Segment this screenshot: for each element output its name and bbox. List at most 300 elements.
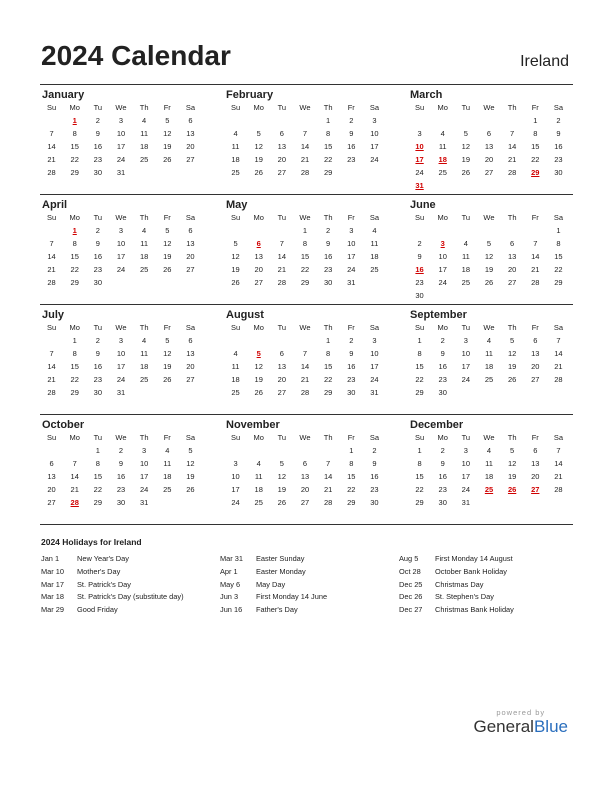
day-cell: 18 — [231, 155, 240, 164]
day-cell: 3 — [463, 446, 468, 455]
day-cell: 6 — [533, 336, 538, 345]
day-cell: 23 — [323, 265, 333, 274]
day-cell: 30 — [93, 278, 103, 287]
day-cell: 21 — [47, 155, 56, 164]
month-block — [224, 85, 386, 194]
brand-blue: Blue — [533, 717, 568, 736]
day-cell: 13 — [254, 252, 263, 261]
day-cell: 13 — [300, 472, 310, 481]
holiday-day-cell: 18 — [438, 155, 447, 164]
day-cell — [547, 496, 570, 509]
day-cell: 30 — [438, 498, 447, 507]
day-cell: 2 — [326, 226, 331, 235]
month-block — [224, 305, 386, 414]
day-cell: 20 — [277, 155, 287, 164]
day-cell: 10 — [438, 252, 447, 261]
weekday-header: Su — [230, 213, 241, 222]
day-cell: 12 — [254, 362, 263, 371]
day-cell: 13 — [186, 239, 195, 248]
day-cell: 30 — [116, 498, 126, 507]
day-cell — [501, 289, 524, 302]
day-cell: 8 — [533, 129, 538, 138]
day-cell: 14 — [531, 252, 540, 261]
day-cell: 28 — [554, 375, 563, 384]
day-cell: 24 — [438, 278, 447, 287]
month-block — [408, 305, 570, 414]
day-cell — [63, 444, 86, 457]
day-cell: 22 — [554, 265, 563, 274]
day-cell: 19 — [254, 155, 263, 164]
day-cell: 22 — [323, 375, 333, 384]
day-cell: 30 — [347, 388, 356, 397]
day-cell: 15 — [531, 142, 540, 151]
day-cell: 1 — [417, 446, 422, 455]
holiday-name: October Bank Holiday — [435, 566, 507, 576]
day-cell: 8 — [72, 239, 77, 248]
day-cell: 9 — [95, 349, 100, 358]
day-cell: 9 — [326, 239, 331, 248]
brand-name — [473, 717, 568, 737]
weekday-header: Sa — [553, 103, 563, 112]
day-cell: 28 — [277, 278, 287, 287]
day-cell: 16 — [116, 472, 126, 481]
weekday-header: Mo — [69, 433, 80, 442]
day-cell — [501, 496, 524, 509]
day-cell — [224, 114, 247, 127]
holiday-name: Easter Sunday — [256, 554, 305, 563]
day-cell: 12 — [277, 472, 287, 481]
day-cell: 10 — [116, 129, 126, 138]
day-cell — [547, 179, 570, 192]
month-days — [40, 212, 202, 289]
day-cell: 2 — [417, 239, 422, 248]
brand-general: General — [473, 717, 534, 736]
month-block — [408, 85, 570, 194]
day-cell: 2 — [440, 336, 445, 345]
holiday-date: Dec 26 — [399, 592, 423, 602]
day-cell: 30 — [93, 388, 103, 397]
day-cell: 1 — [556, 226, 561, 235]
day-cell: 13 — [186, 349, 195, 358]
weekday-header: Fr — [163, 323, 171, 332]
day-cell: 21 — [277, 265, 287, 274]
day-cell — [224, 334, 247, 347]
day-cell: 16 — [347, 362, 356, 371]
weekday-header: Tu — [461, 323, 471, 332]
day-cell: 18 — [139, 252, 149, 261]
day-cell: 9 — [95, 129, 100, 138]
day-cell: 27 — [507, 278, 517, 287]
day-cell: 26 — [163, 155, 172, 164]
holiday-entry — [41, 566, 220, 579]
weekday-header: We — [115, 433, 127, 442]
weekday-header: Mo — [253, 323, 264, 332]
weekday-header: Sa — [369, 323, 379, 332]
day-cell: 19 — [254, 375, 263, 384]
weekday-header: Tu — [93, 103, 103, 112]
day-cell — [293, 334, 316, 347]
day-cell: 20 — [300, 485, 310, 494]
day-cell: 18 — [461, 265, 471, 274]
day-cell: 27 — [186, 375, 195, 384]
day-cell: 15 — [415, 362, 424, 371]
weekday-header: Sa — [185, 323, 195, 332]
month-block — [224, 415, 386, 524]
weekday-header: Su — [46, 103, 57, 112]
day-cell: 6 — [279, 349, 284, 358]
day-cell: 18 — [370, 252, 379, 261]
day-cell: 19 — [231, 265, 240, 274]
day-cell — [501, 386, 524, 399]
day-cell: 14 — [300, 362, 310, 371]
weekday-header: Fr — [531, 323, 539, 332]
day-cell: 23 — [93, 265, 103, 274]
weekday-header: Su — [230, 323, 241, 332]
day-cell: 6 — [188, 336, 193, 345]
day-cell: 26 — [254, 388, 263, 397]
weekday-header: Tu — [461, 213, 471, 222]
weekday-header: Su — [414, 213, 425, 222]
weekday-header: Th — [507, 323, 517, 332]
weekday-header: Su — [414, 323, 425, 332]
holiday-day-cell: 6 — [256, 239, 261, 248]
day-cell: 22 — [70, 375, 79, 384]
day-cell: 9 — [349, 349, 354, 358]
weekday-header: Fr — [531, 103, 539, 112]
day-cell: 19 — [163, 362, 172, 371]
holiday-name: Father's Day — [256, 605, 298, 615]
day-cell: 4 — [233, 349, 238, 358]
day-cell — [179, 496, 202, 509]
quarter-row — [40, 194, 573, 304]
day-cell — [454, 114, 477, 127]
day-cell: 26 — [186, 485, 195, 494]
day-cell — [156, 386, 179, 399]
day-cell: 9 — [417, 252, 422, 261]
page-title: 2024 Calendar — [41, 40, 231, 71]
day-cell: 20 — [507, 265, 517, 274]
day-cell: 26 — [484, 278, 494, 287]
day-cell: 28 — [554, 485, 563, 494]
day-cell: 19 — [163, 142, 172, 151]
day-cell: 24 — [231, 498, 240, 507]
day-cell: 22 — [347, 485, 356, 494]
day-cell: 6 — [533, 446, 538, 455]
holiday-date: Dec 25 — [399, 579, 423, 589]
holiday-name: St. Patrick's Day (substitute day) — [77, 592, 184, 602]
day-cell: 5 — [256, 129, 261, 138]
day-cell: 27 — [484, 168, 494, 177]
holiday-day-cell: 25 — [484, 485, 494, 494]
day-cell: 24 — [116, 375, 126, 384]
weekday-header: We — [483, 103, 495, 112]
month-days — [224, 432, 386, 509]
day-cell: 13 — [507, 252, 517, 261]
weekday-header: Su — [46, 323, 57, 332]
day-cell: 29 — [300, 278, 310, 287]
holiday-date: Mar 18 — [41, 592, 65, 602]
day-cell — [477, 386, 500, 399]
day-cell: 28 — [47, 278, 56, 287]
day-cell: 11 — [231, 142, 240, 151]
month-name: April — [42, 199, 68, 211]
day-cell: 28 — [47, 168, 56, 177]
day-cell: 3 — [372, 116, 377, 125]
day-cell: 20 — [254, 265, 263, 274]
day-cell: 4 — [440, 129, 445, 138]
day-cell: 25 — [231, 388, 240, 397]
day-cell: 17 — [370, 362, 379, 371]
day-cell: 4 — [486, 336, 492, 345]
day-cell — [524, 224, 547, 237]
weekday-header: We — [483, 323, 495, 332]
day-cell: 20 — [531, 362, 540, 371]
day-cell: 8 — [349, 459, 354, 468]
weekday-header: Th — [139, 323, 149, 332]
day-cell: 7 — [279, 239, 284, 248]
calendar-grid — [40, 84, 573, 525]
weekday-header: Tu — [93, 323, 103, 332]
day-cell — [408, 114, 431, 127]
day-cell: 20 — [186, 142, 195, 151]
day-cell: 8 — [326, 129, 331, 138]
month-block — [224, 195, 386, 304]
day-cell: 11 — [370, 239, 379, 248]
day-cell: 20 — [531, 472, 540, 481]
day-cell: 11 — [438, 142, 447, 151]
weekday-header: Mo — [437, 213, 448, 222]
weekday-header: Mo — [69, 103, 80, 112]
day-cell: 5 — [486, 239, 492, 248]
day-cell: 7 — [49, 129, 54, 138]
day-cell: 5 — [165, 336, 170, 345]
day-cell: 15 — [415, 472, 424, 481]
day-cell: 15 — [93, 472, 103, 481]
day-cell: 29 — [93, 498, 103, 507]
day-cell: 15 — [554, 252, 563, 261]
day-cell: 12 — [507, 459, 517, 468]
day-cell: 30 — [323, 278, 333, 287]
day-cell: 21 — [300, 375, 310, 384]
day-cell: 11 — [140, 349, 149, 358]
day-cell: 27 — [300, 498, 310, 507]
day-cell: 18 — [484, 362, 494, 371]
day-cell: 22 — [415, 375, 424, 384]
weekday-header: We — [299, 213, 311, 222]
day-cell: 5 — [463, 129, 468, 138]
day-cell: 12 — [163, 129, 172, 138]
month-block — [40, 415, 202, 524]
day-cell: 26 — [231, 278, 240, 287]
day-cell: 17 — [438, 265, 447, 274]
holiday-day-cell: 31 — [415, 181, 424, 190]
day-cell: 30 — [93, 168, 103, 177]
day-cell: 4 — [256, 459, 261, 468]
holiday-entry — [41, 591, 220, 604]
weekday-header: Th — [507, 103, 517, 112]
day-cell: 19 — [507, 362, 517, 371]
holiday-date: May 6 — [220, 579, 241, 589]
holiday-day-cell: 10 — [415, 142, 424, 151]
day-cell: 3 — [118, 226, 124, 235]
weekday-header: Su — [230, 103, 241, 112]
weekday-header: Sa — [553, 323, 563, 332]
day-cell — [408, 224, 431, 237]
weekday-header: We — [299, 433, 311, 442]
holiday-entry — [399, 553, 578, 566]
holiday-entry — [399, 566, 578, 579]
holiday-day-cell: 5 — [256, 349, 261, 358]
day-cell: 6 — [279, 129, 284, 138]
day-cell: 29 — [554, 278, 563, 287]
month-days — [408, 432, 570, 509]
holiday-name: New Year's Day — [77, 554, 129, 563]
day-cell — [454, 289, 477, 302]
day-cell: 18 — [139, 142, 149, 151]
quarter-row — [40, 414, 573, 525]
weekday-header: We — [483, 213, 495, 222]
day-cell: 29 — [415, 498, 424, 507]
country-label: Ireland — [520, 53, 569, 70]
day-cell: 20 — [484, 155, 494, 164]
holiday-day-cell: 16 — [415, 265, 424, 274]
day-cell: 12 — [163, 349, 172, 358]
day-cell: 7 — [49, 239, 54, 248]
holiday-entry — [220, 604, 399, 617]
weekday-header: Th — [507, 213, 517, 222]
month-days — [40, 432, 202, 509]
day-cell: 15 — [70, 252, 79, 261]
day-cell — [477, 179, 500, 192]
day-cell: 31 — [370, 388, 379, 397]
holiday-date: Aug 5 — [399, 554, 419, 563]
day-cell: 1 — [533, 116, 538, 125]
holiday-list-title: 2024 Holidays for Ireland — [41, 537, 142, 547]
day-cell: 17 — [116, 362, 126, 371]
month-block — [408, 415, 570, 524]
day-cell: 19 — [484, 265, 494, 274]
day-cell: 15 — [70, 142, 79, 151]
day-cell: 17 — [461, 472, 471, 481]
weekday-header: We — [299, 103, 311, 112]
day-cell: 26 — [277, 498, 287, 507]
day-cell: 12 — [231, 252, 240, 261]
month-days — [408, 102, 570, 192]
day-cell: 14 — [47, 142, 56, 151]
weekday-header: Fr — [163, 103, 171, 112]
day-cell: 4 — [233, 129, 238, 138]
day-cell — [270, 334, 293, 347]
day-cell: 23 — [415, 278, 424, 287]
day-cell: 29 — [323, 388, 333, 397]
day-cell: 31 — [139, 498, 149, 507]
day-cell — [547, 289, 570, 302]
day-cell: 16 — [347, 142, 356, 151]
weekday-header: Tu — [461, 103, 471, 112]
day-cell: 3 — [349, 226, 354, 235]
day-cell: 8 — [72, 349, 77, 358]
day-cell: 29 — [70, 388, 79, 397]
day-cell: 16 — [323, 252, 333, 261]
day-cell: 30 — [554, 168, 563, 177]
weekday-header: Tu — [277, 433, 287, 442]
weekday-header: Mo — [437, 433, 448, 442]
day-cell: 29 — [70, 168, 79, 177]
day-cell — [40, 334, 63, 347]
day-cell: 2 — [95, 116, 100, 125]
holiday-date: Oct 28 — [399, 566, 421, 576]
weekday-header: We — [115, 213, 127, 222]
month-block — [40, 195, 202, 304]
weekday-header: Fr — [163, 433, 171, 442]
day-cell: 1 — [326, 116, 331, 125]
day-cell: 12 — [163, 239, 172, 248]
day-cell — [547, 386, 570, 399]
holiday-name: First Monday 14 June — [256, 592, 328, 602]
day-cell — [431, 179, 454, 192]
day-cell: 11 — [140, 239, 149, 248]
day-cell — [524, 289, 547, 302]
day-cell: 23 — [347, 155, 356, 164]
day-cell: 14 — [554, 349, 563, 358]
day-cell: 4 — [142, 116, 147, 125]
day-cell: 9 — [440, 349, 445, 358]
weekday-header: Tu — [93, 213, 103, 222]
day-cell: 25 — [370, 265, 379, 274]
day-cell: 5 — [510, 336, 515, 345]
day-cell: 25 — [461, 278, 471, 287]
day-cell: 27 — [186, 265, 195, 274]
day-cell: 8 — [302, 239, 308, 248]
weekday-header: We — [483, 433, 495, 442]
day-cell: 13 — [186, 129, 195, 138]
day-cell: 14 — [300, 142, 310, 151]
weekday-header: Tu — [93, 433, 103, 442]
day-cell: 19 — [277, 485, 287, 494]
day-cell: 2 — [349, 116, 354, 125]
weekday-header: Th — [323, 103, 333, 112]
day-cell: 31 — [116, 168, 126, 177]
holiday-name: Mother's Day — [77, 566, 121, 576]
day-cell: 29 — [70, 278, 79, 287]
holiday-day-cell: 27 — [531, 485, 540, 494]
day-cell — [270, 444, 293, 457]
day-cell — [40, 444, 63, 457]
day-cell: 28 — [300, 168, 310, 177]
holiday-column — [220, 553, 399, 617]
day-cell: 11 — [461, 252, 470, 261]
weekday-header: Th — [507, 433, 517, 442]
day-cell: 5 — [188, 446, 193, 455]
day-cell: 2 — [556, 116, 561, 125]
day-cell — [524, 386, 547, 399]
holiday-day-cell: 17 — [415, 155, 424, 164]
holiday-date: Dec 27 — [399, 605, 423, 615]
day-cell: 25 — [438, 168, 447, 177]
day-cell — [156, 166, 179, 179]
holiday-day-cell: 26 — [507, 485, 517, 494]
day-cell: 18 — [254, 485, 263, 494]
day-cell: 23 — [554, 155, 563, 164]
day-cell: 15 — [70, 362, 79, 371]
holiday-entry — [220, 553, 399, 566]
day-cell: 17 — [231, 485, 240, 494]
day-cell: 26 — [507, 375, 517, 384]
month-name: September — [410, 309, 467, 321]
day-cell: 3 — [463, 336, 468, 345]
holiday-date: Jun 3 — [220, 592, 239, 602]
day-cell — [317, 444, 340, 457]
